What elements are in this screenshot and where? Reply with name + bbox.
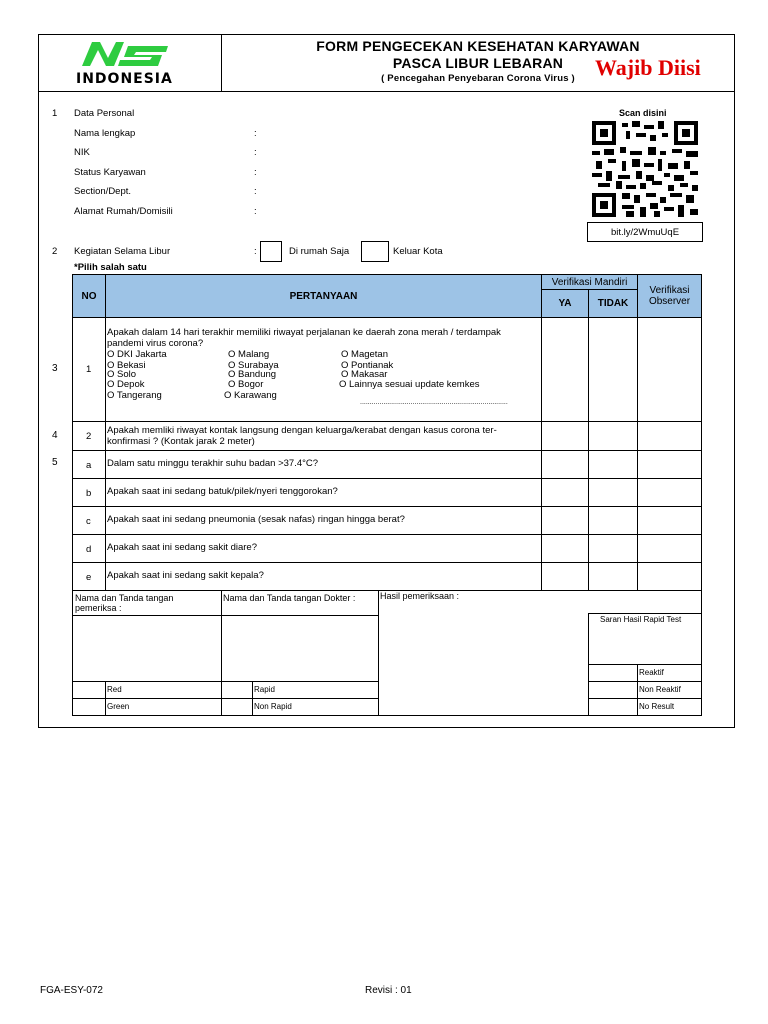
zone-option[interactable]: O Tangerang bbox=[107, 390, 162, 401]
company-logo bbox=[74, 38, 176, 87]
answer-observer-cell[interactable] bbox=[637, 478, 702, 507]
column-header-question: PERTANYAAN bbox=[105, 274, 542, 318]
answer-tidak-cell[interactable] bbox=[588, 506, 638, 535]
answer-observer-cell[interactable] bbox=[637, 317, 702, 422]
row-no: e bbox=[86, 572, 92, 583]
non-reaktif-label: Non Reaktif bbox=[639, 685, 681, 694]
zone-option[interactable]: O Bandung bbox=[228, 369, 277, 380]
zone-option[interactable]: O Malang bbox=[228, 349, 270, 360]
red-label: Red bbox=[107, 685, 122, 694]
answer-ya-cell[interactable] bbox=[541, 478, 589, 507]
logo-mark-icon bbox=[74, 38, 176, 68]
column-header-ya: YA bbox=[541, 289, 589, 318]
answer-ya-cell[interactable] bbox=[541, 562, 589, 591]
question-text: Apakah saat ini sedang sakit diare? bbox=[107, 542, 257, 553]
field-colon: : bbox=[254, 128, 257, 139]
answer-tidak-cell[interactable] bbox=[588, 421, 638, 451]
choose-one-note: *Pilih salah satu bbox=[74, 262, 147, 273]
question-text: Apakah saat ini sedang sakit kepala? bbox=[107, 570, 264, 581]
field-colon: : bbox=[254, 147, 257, 158]
field-label-address: Alamat Rumah/Domisili bbox=[74, 206, 173, 217]
row-outer-number: 3 bbox=[52, 363, 58, 374]
non-reaktif-check-cell[interactable] bbox=[588, 681, 638, 699]
answer-observer-cell[interactable] bbox=[637, 562, 702, 591]
answer-observer-cell[interactable] bbox=[637, 534, 702, 563]
logo-text: INDONESIA bbox=[76, 71, 173, 87]
zone-option[interactable]: O Bekasi bbox=[107, 360, 146, 371]
answer-observer-cell[interactable] bbox=[637, 450, 702, 479]
zone-option[interactable]: O Karawang bbox=[224, 390, 277, 401]
question-text: Apakah saat ini sedang pneumonia (sesak nafas) ringan hingga berat? bbox=[107, 514, 405, 525]
zone-option[interactable]: O Bogor bbox=[228, 379, 264, 390]
field-label-status: Status Karyawan bbox=[74, 167, 146, 178]
row-outer-number: 4 bbox=[52, 430, 58, 441]
answer-observer-cell[interactable] bbox=[637, 506, 702, 535]
reaktif-label: Reaktif bbox=[639, 668, 664, 677]
result-label: Hasil pemeriksaan : bbox=[380, 591, 460, 601]
answer-tidak-cell[interactable] bbox=[588, 534, 638, 563]
form-title-line2: PASCA LIBUR LEBARAN bbox=[392, 55, 564, 71]
field-label-name: Nama lengkap bbox=[74, 128, 136, 139]
column-header-self-verify: Verifikasi Mandiri bbox=[541, 274, 638, 290]
other-zone-field[interactable]: ............................................................................ bbox=[360, 399, 508, 406]
checkbox-stay-home[interactable] bbox=[260, 241, 282, 262]
answer-observer-cell[interactable] bbox=[637, 421, 702, 451]
answer-ya-cell[interactable] bbox=[541, 317, 589, 422]
row-outer-number: 5 bbox=[52, 457, 58, 468]
red-label-cell bbox=[105, 681, 222, 699]
doctor-label: Nama dan Tanda tangan Dokter : bbox=[223, 593, 356, 603]
answer-tidak-cell[interactable] bbox=[588, 450, 638, 479]
field-label-section: Section/Dept. bbox=[74, 186, 132, 197]
checkbox-out-of-town[interactable] bbox=[361, 241, 389, 262]
holiday-label: Kegiatan Selama Libur bbox=[74, 246, 171, 257]
answer-ya-cell[interactable] bbox=[541, 450, 589, 479]
zone-option[interactable]: O Magetan bbox=[341, 349, 388, 360]
answer-ya-cell[interactable] bbox=[541, 421, 589, 451]
rapid-check-cell[interactable] bbox=[221, 681, 253, 699]
rapid-label: Rapid bbox=[254, 685, 275, 694]
question-text: Apakah dalam 14 hari terakhir memiliki riwayat perjalanan ke daerah zona merah / terdampak pandemi virus corona? bbox=[107, 327, 501, 349]
section-number-1: 1 bbox=[52, 108, 58, 119]
no-result-label: No Result bbox=[639, 702, 675, 711]
section-number-2: 2 bbox=[52, 246, 58, 257]
option-out-of-town: Keluar Kota bbox=[393, 246, 443, 257]
rapid-advice-label: Saran Hasil Rapid Test bbox=[600, 615, 682, 624]
non-rapid-check-cell[interactable] bbox=[221, 698, 253, 716]
examiner-label: Nama dan Tanda tangan pemeriksa : bbox=[75, 593, 174, 613]
mandatory-stamp: Wajib Diisi bbox=[595, 55, 701, 80]
no-result-check-cell[interactable] bbox=[588, 698, 638, 716]
header-bottom-rule bbox=[38, 91, 735, 92]
reaktif-check-cell[interactable] bbox=[588, 664, 638, 682]
zone-option[interactable]: O Solo bbox=[107, 369, 137, 380]
field-colon: : bbox=[254, 167, 257, 178]
option-stay-home: Di rumah Saja bbox=[289, 246, 350, 257]
red-check-cell[interactable] bbox=[72, 681, 106, 699]
row-no: c bbox=[86, 516, 91, 527]
form-subtitle: ( Pencegahan Penyebaran Corona Virus ) bbox=[381, 73, 575, 84]
question-text: Apakah memliki riwayat kontak langsung dengan keluarga/kerabat dengan kasus corona ter-konfirmasi ? (Kontak jarak 2 meter) bbox=[107, 425, 497, 447]
qr-label: Scan disini bbox=[619, 108, 667, 118]
row-no: d bbox=[86, 544, 92, 555]
field-colon: : bbox=[254, 186, 257, 197]
zone-option[interactable]: O Lainnya sesuai update kemkes bbox=[339, 379, 480, 390]
form-title: FORM PENGECEKAN KESEHATAN KARYAWAN bbox=[316, 38, 640, 54]
zone-option[interactable]: O Depok bbox=[107, 379, 145, 390]
answer-ya-cell[interactable] bbox=[541, 506, 589, 535]
qr-code-icon[interactable] bbox=[592, 121, 698, 217]
row-no: 2 bbox=[86, 431, 92, 442]
answer-tidak-cell[interactable] bbox=[588, 562, 638, 591]
non-rapid-label: Non Rapid bbox=[254, 702, 292, 711]
answer-tidak-cell[interactable] bbox=[588, 478, 638, 507]
question-text: Apakah saat ini sedang batuk/pilek/nyeri tenggorokan? bbox=[107, 486, 338, 497]
qr-link[interactable]: bit.ly/2WmuUqE bbox=[587, 222, 703, 242]
green-label: Green bbox=[107, 702, 130, 711]
zone-option[interactable]: O Pontianak bbox=[341, 360, 394, 371]
answer-tidak-cell[interactable] bbox=[588, 317, 638, 422]
field-label-nik: NIK bbox=[74, 147, 90, 158]
zone-option[interactable]: O DKI Jakarta bbox=[107, 349, 167, 360]
doctor-signature-box[interactable] bbox=[221, 615, 379, 682]
row-no: 1 bbox=[86, 364, 92, 375]
column-header-observer: Verifikasi Observer bbox=[637, 274, 702, 318]
revision-label: Revisi : 01 bbox=[365, 985, 412, 996]
column-header-no: NO bbox=[72, 274, 106, 318]
zone-option[interactable]: O Makasar bbox=[341, 369, 388, 380]
question-text: Dalam satu minggu terakhir suhu badan >37.4°C? bbox=[107, 458, 319, 469]
examiner-signature-box[interactable] bbox=[72, 615, 222, 682]
answer-ya-cell[interactable] bbox=[541, 534, 589, 563]
row-no: a bbox=[86, 460, 92, 471]
green-check-cell[interactable] bbox=[72, 698, 106, 716]
holiday-colon: : bbox=[254, 246, 257, 257]
zone-option[interactable]: O Surabaya bbox=[228, 360, 279, 371]
column-header-tidak: TIDAK bbox=[588, 289, 638, 318]
field-colon: : bbox=[254, 206, 257, 217]
personal-section-title: Data Personal bbox=[74, 108, 135, 119]
row-no: b bbox=[86, 488, 92, 499]
form-code: FGA-ESY-072 bbox=[40, 985, 103, 996]
